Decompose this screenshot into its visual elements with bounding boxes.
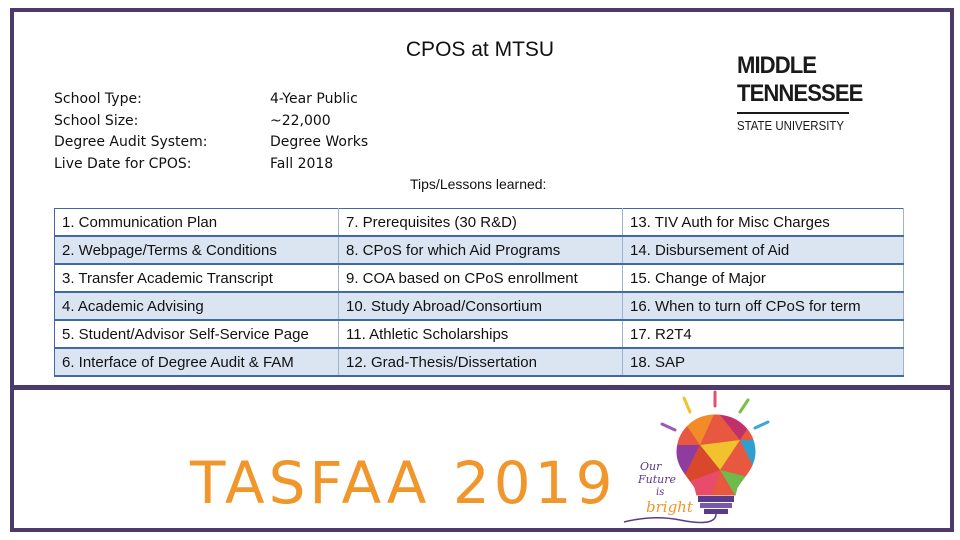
footer-divider (10, 385, 954, 390)
table-row (55, 348, 904, 376)
slide-title: CPOS at MTSU (405, 38, 555, 61)
logo-line-1: MIDDLE (737, 52, 817, 79)
table-row (55, 236, 904, 264)
tip-cell: 15. Change of Major (623, 264, 904, 292)
logo-line-2: TENNESSEE (737, 80, 863, 107)
tip-cell: 13. TIV Auth for Misc Charges (623, 209, 904, 237)
tasfaa-brand: TASFAA 2019 (190, 449, 617, 517)
tagline-line: Our (640, 460, 662, 473)
tip-cell: 14. Disbursement of Aid (623, 236, 904, 264)
tip-cell: 9. COA based on CPoS enrollment (339, 264, 623, 292)
tip-cell: 7. Prerequisites (30 R&D) (339, 209, 623, 237)
tip-cell: 8. CPoS for which Aid Programs (339, 236, 623, 264)
tip-cell: 6. Interface of Degree Audit & FAM (55, 348, 339, 376)
info-label: Live Date for CPOS: (54, 155, 192, 172)
tips-table (54, 208, 904, 377)
info-labels (54, 89, 208, 175)
tip-cell: 5. Student/Advisor Self-Service Page (55, 320, 339, 348)
mtsu-logo (737, 52, 863, 133)
lightbulb-icon (620, 390, 780, 530)
tagline-line: bright (646, 498, 693, 516)
info-label: School Type: (54, 91, 142, 107)
logo-line-3: STATE UNIVERSITY (737, 118, 845, 133)
info-label: School Size: (54, 112, 139, 129)
info-value: 4-Year Public (270, 91, 358, 107)
table-row (55, 264, 904, 292)
table-row (55, 320, 904, 348)
tip-cell: 3. Transfer Academic Transcript (55, 264, 339, 292)
tip-cell: 17. R2T4 (623, 320, 904, 348)
info-value: Fall 2018 (270, 155, 334, 172)
tagline-line: is (656, 487, 665, 498)
info-value: Degree Works (270, 134, 369, 150)
info-label: Degree Audit System: (54, 134, 208, 150)
tip-cell: 18. SAP (623, 348, 904, 376)
info-values (270, 89, 368, 175)
tip-cell: 12. Grad-Thesis/Dissertation (339, 348, 623, 376)
tips-heading: Tips/Lessons learned: (410, 176, 547, 192)
info-value: ~22,000 (270, 112, 331, 129)
table-row (55, 292, 904, 320)
tip-cell: 4. Academic Advising (55, 292, 339, 320)
tip-cell: 16. When to turn off CPoS for term (623, 292, 904, 320)
tip-cell: 10. Study Abroad/Consortium (339, 292, 623, 320)
tip-cell: 2. Webpage/Terms & Conditions (55, 236, 339, 264)
table-row (55, 209, 904, 237)
tip-cell: 11. Athletic Scholarships (339, 320, 623, 348)
tagline-line: Future (638, 473, 676, 486)
logo-rule (737, 112, 849, 114)
tip-cell: 1. Communication Plan (55, 209, 339, 237)
